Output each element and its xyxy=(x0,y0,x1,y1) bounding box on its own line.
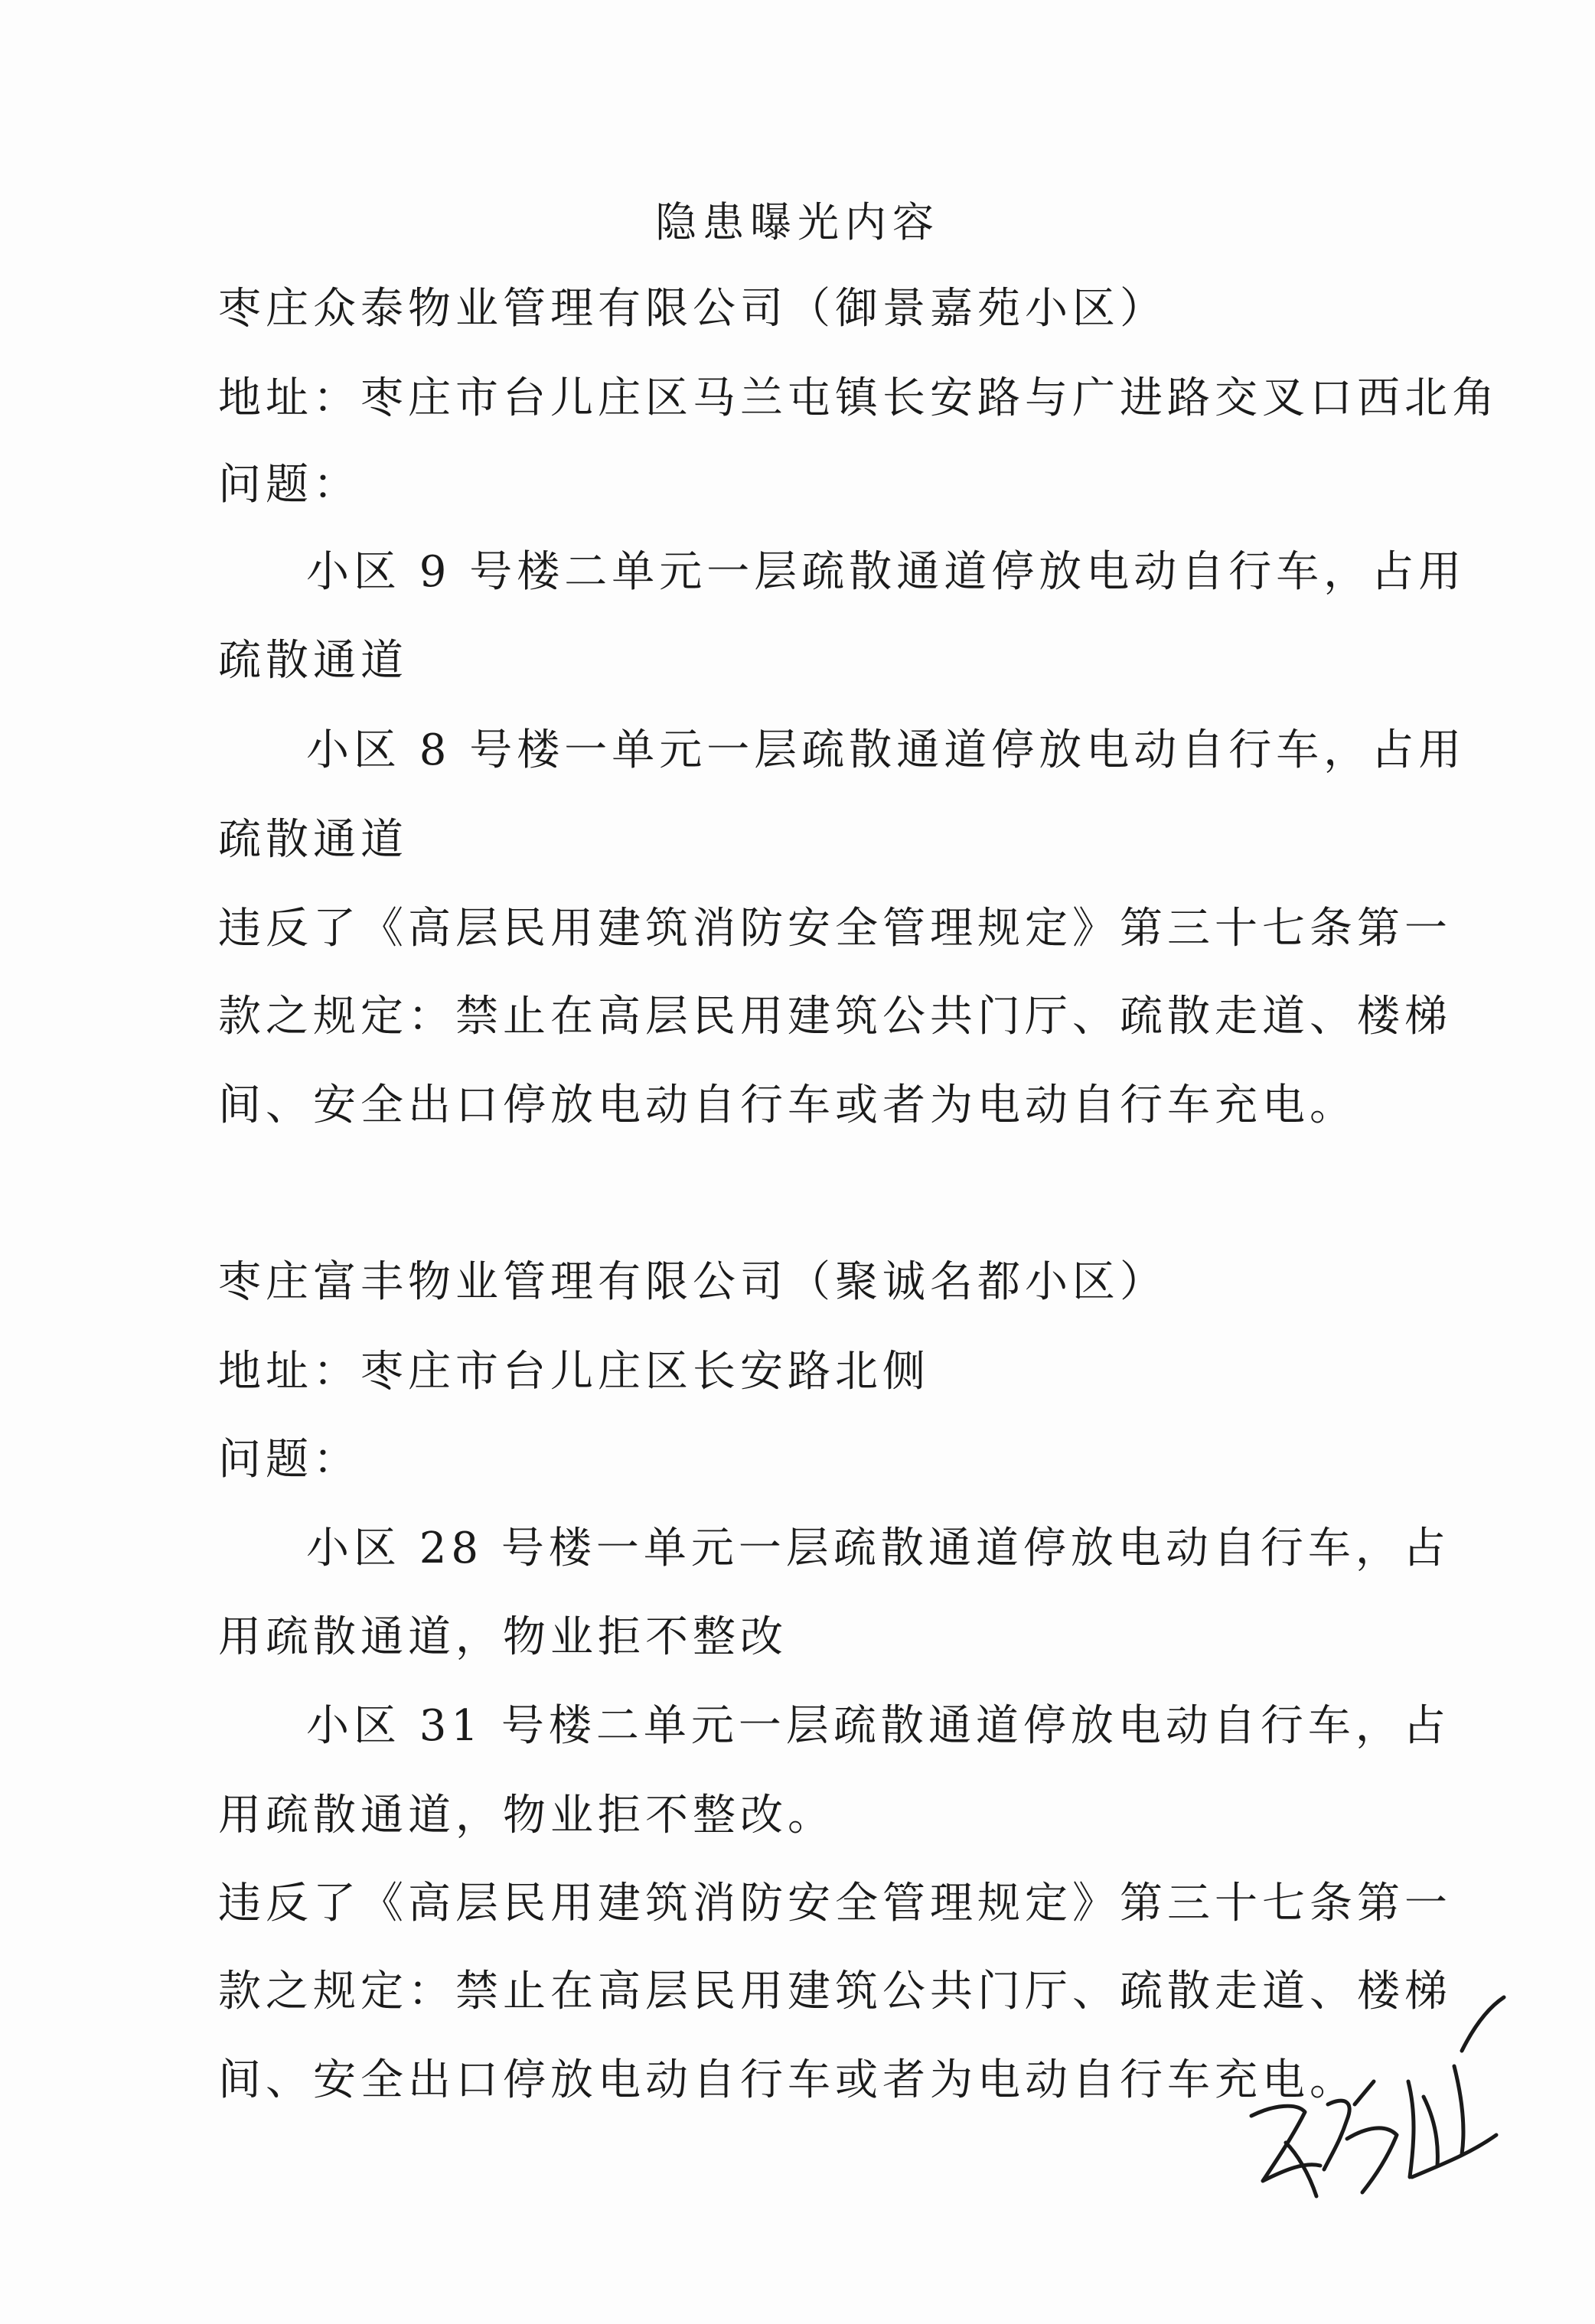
section-2-issue-1-line1: 小区 28 号楼一单元一层疏散通道停放电动自行车，占 xyxy=(306,1524,1450,1573)
section-1-issue-2-line1: 小区 8 号楼一单元一层疏散通道停放电动自行车，占用 xyxy=(306,725,1466,775)
section-2-problem-label: 问题： xyxy=(218,1435,360,1485)
section-1-issue-2-line2: 疏散通道 xyxy=(218,815,408,865)
section-1-issue-1-line2: 疏散通道 xyxy=(218,636,408,686)
section-1-violation-line2: 款之规定：禁止在高层民用建筑公共门厅、疏散走道、楼梯 xyxy=(218,992,1452,1041)
section-2-issue-2-line1: 小区 31 号楼二单元一层疏散通道停放电动自行车，占 xyxy=(306,1701,1450,1751)
section-2-address: 地址：枣庄市台儿庄区长安路北侧 xyxy=(218,1347,930,1397)
section-2-company: 枣庄富丰物业管理有限公司（聚诚名都小区） xyxy=(218,1257,1167,1307)
section-1-problem-label: 问题： xyxy=(218,460,360,510)
section-2-violation-line1: 违反了《高层民用建筑消防安全管理规定》第三十七条第一 xyxy=(218,1879,1452,1928)
page-title: 隐患曝光内容 xyxy=(655,198,940,246)
handwritten-signature-icon xyxy=(1232,1990,1515,2219)
section-2-violation-line3: 间、安全出口停放电动自行车或者为电动自行车充电。 xyxy=(218,2055,1357,2105)
section-1-violation-line3: 间、安全出口停放电动自行车或者为电动自行车充电。 xyxy=(218,1081,1357,1130)
section-1-issue-1-line1: 小区 9 号楼二单元一层疏散通道停放电动自行车，占用 xyxy=(306,547,1466,597)
section-1-violation-line1: 违反了《高层民用建筑消防安全管理规定》第三十七条第一 xyxy=(218,904,1452,953)
section-2-issue-2-line2: 用疏散通道，物业拒不整改。 xyxy=(218,1791,835,1840)
section-1-company: 枣庄众泰物业管理有限公司（御景嘉苑小区） xyxy=(218,284,1167,334)
section-2-violation-line2: 款之规定：禁止在高层民用建筑公共门厅、疏散走道、楼梯 xyxy=(218,1967,1452,2016)
section-2-issue-1-line2: 用疏散通道，物业拒不整改 xyxy=(218,1612,788,1662)
section-1-address: 地址：枣庄市台儿庄区马兰屯镇长安路与广进路交叉口西北角 xyxy=(218,373,1499,423)
